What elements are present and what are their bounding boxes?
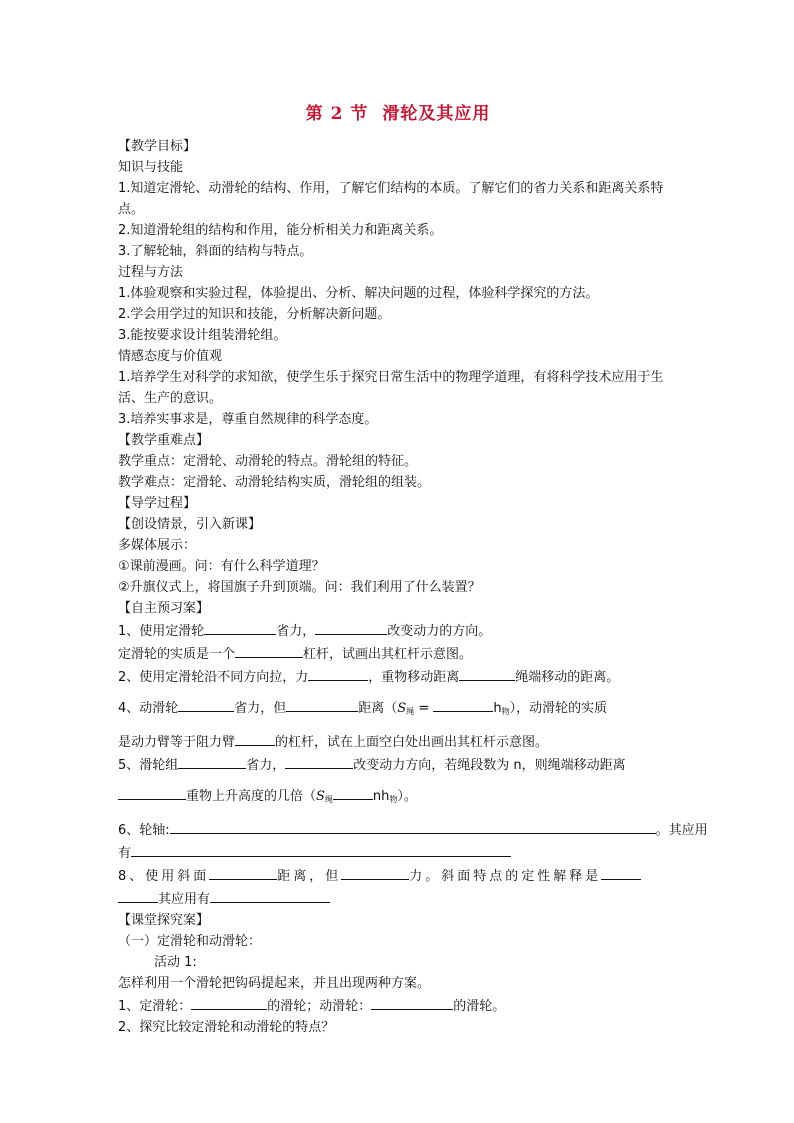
key-points-heading: 【教学重难点】: [118, 433, 210, 448]
attitude-item-1: 1.培养学生对科学的求知欲，使学生乐于探究日常生活中的物理学道理，有将科学技术应用于生活、生产的意识。: [118, 370, 664, 406]
preview-q5b: 重物上升高度的几倍（$S_绳$ $nh_物$）。: [118, 784, 678, 810]
blank-q1-1[interactable]: [204, 619, 276, 635]
media-label: 多媒体展示：: [118, 538, 197, 553]
blank-q1-3[interactable]: [235, 642, 303, 658]
preview-q4b: 是动力臂等于阻力臂 的杠杆，试在上面空白处出画出其杠杆示意图。: [118, 730, 678, 753]
blank-q1-2[interactable]: [315, 619, 387, 635]
blank-q5-4[interactable]: [333, 784, 373, 800]
class-q2: 2、探究比较定滑轮和动滑轮的特点？: [118, 1020, 335, 1035]
blank-q2-1[interactable]: [308, 665, 368, 681]
attitude-heading: 情感态度与价值观: [118, 349, 223, 364]
blank-q4-1[interactable]: [178, 696, 234, 712]
class-heading: 【课堂探究案】: [118, 913, 210, 928]
intro-item-2: ②升旗仪式上，将国旗子升到顶端。问：我们利用了什么装置？: [118, 580, 481, 595]
blank-q5-2[interactable]: [285, 753, 353, 769]
preview-q5a: 5、滑轮组 省力， 改变动力方向，若绳段数为 n，则绳端移动距离: [118, 753, 678, 776]
preview-q8a: 8、使用斜面 距离，但 力。斜面特点的定性解释是: [118, 864, 678, 887]
blank-c1-1[interactable]: [191, 994, 267, 1010]
worksheet-page: [118, 104, 708, 1038]
class-q1: 1、定滑轮： 的滑轮；动滑轮： 的滑轮。: [118, 994, 678, 1017]
preview-q6a: 6、轮轴: 。其应用: [118, 818, 678, 841]
teaching-difficulty: 教学难点：定滑轮、动滑轮结构实质，滑轮组的组装。: [118, 475, 431, 490]
blank-q8-5[interactable]: [210, 887, 330, 903]
blank-q8-1[interactable]: [209, 864, 277, 880]
page-title: [118, 104, 678, 125]
section-name: 滑轮及其应用: [382, 104, 491, 124]
section-number: 第 2 节: [305, 104, 369, 124]
process-item-2: 2.学会用学过的知识和技能，分析解决新问题。: [118, 307, 391, 322]
blank-q6-2[interactable]: [131, 841, 511, 857]
intro-heading: 【创设情景，引入新课】: [118, 517, 262, 532]
process-heading: 过程与方法: [118, 265, 184, 280]
blank-q2-2[interactable]: [459, 665, 515, 681]
activity-question: 怎样利用一个滑轮把钩码提起来，并且出现两种方案。: [118, 976, 431, 991]
knowledge-item-3: 3.了解轮轴，斜面的结构与特点。: [118, 244, 313, 259]
blank-q4-4[interactable]: [235, 730, 275, 746]
blank-c1-2[interactable]: [371, 994, 453, 1010]
teaching-focus: 教学重点：定滑轮、动滑轮的特点。滑轮组的特征。: [118, 454, 418, 469]
preview-q1b: 定滑轮的实质是一个 杠杆，试画出其杠杆示意图。: [118, 642, 678, 665]
intro-item-1: ①课前漫画。问：有什么科学道理？: [118, 559, 325, 574]
class-part-1: （一）定滑轮和动滑轮：: [118, 934, 262, 949]
attitude-item-2: 3.培养实事求是，尊重自然规律的科学态度。: [118, 412, 378, 427]
objectives-heading: 【教学目标】: [118, 139, 197, 154]
preview-heading: 【自主预习案】: [118, 601, 210, 616]
preview-q6b: 有: [118, 841, 678, 864]
blank-q4-2[interactable]: [286, 696, 358, 712]
blank-q5-3[interactable]: [118, 784, 186, 800]
activity-label: 活动 1:: [154, 955, 197, 970]
blank-q8-3[interactable]: [601, 864, 641, 880]
knowledge-item-1: 1.知道定滑轮、动滑轮的结构、作用，了解它们结构的本质。了解它们的省力关系和距离关系特点。: [118, 181, 664, 217]
blank-q5-1[interactable]: [178, 753, 246, 769]
process-item-3: 3.能按要求设计组装滑轮组。: [118, 328, 287, 343]
blank-q4-3[interactable]: [433, 696, 493, 712]
knowledge-item-2: 2.知道滑轮组的结构和作用，能分析相关力和距离关系。: [118, 223, 443, 238]
preview-q8b: 其应用有: [118, 887, 678, 910]
blank-q8-4[interactable]: [118, 887, 158, 903]
preview-q1a: 1、使用定滑轮 省力， 改变动力的方向。: [118, 619, 678, 642]
preview-q4a: 4、动滑轮 省力，但 距离$(S_绳 = h_物)$，动滑轮的实质: [118, 696, 678, 722]
process-item-1: 1.体验观察和实验过程，体验提出、分析、解决问题的过程，体验科学探究的方法。: [118, 286, 599, 301]
guide-process-heading: 【导学过程】: [118, 496, 197, 511]
knowledge-heading: 知识与技能: [118, 160, 184, 175]
blank-q8-2[interactable]: [341, 864, 409, 880]
preview-q2: 2、使用定滑轮沿不同方向拉，力 ，重物移动距离 绳端移动的距离。: [118, 665, 678, 688]
blank-q6-1[interactable]: [170, 818, 656, 834]
